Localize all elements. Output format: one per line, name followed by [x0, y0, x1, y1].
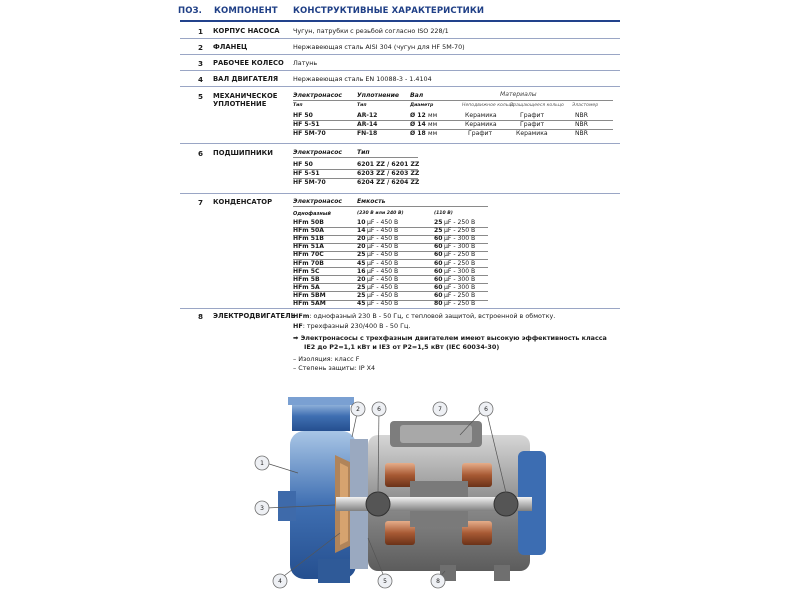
bearing-type: 6201 ZZ / 6201 ZZ — [357, 161, 420, 168]
cap-volt-110: μF - 250 В — [444, 227, 476, 235]
seal-h-shaft: Вал — [410, 92, 424, 99]
component-name: ЭЛЕКТРОДВИГАТЕЛЬ — [213, 312, 296, 320]
cap-value-110: 60 — [434, 267, 443, 275]
seal-diam: Ø 18 — [410, 130, 426, 137]
cap-value-110: 60 — [434, 235, 443, 243]
cap-volt-230: μF - 450 В — [367, 291, 399, 299]
seal-h-seal: Уплотнение — [357, 92, 400, 99]
seal-h-fixed: Неподвижное кольцо — [462, 103, 515, 108]
bearings-h-type: Тип — [357, 149, 370, 156]
motor-note-line1 — [293, 334, 607, 342]
cap-value-110: 25 — [434, 227, 443, 235]
col-header-characteristics: КОНСТРУКТИВНЫЕ ХАРАКТЕРИСТИКИ — [293, 6, 485, 16]
motor-protection: – Степень защиты: IP X4 — [293, 364, 376, 372]
bearing-type: 6203 ZZ / 6203 ZZ — [357, 170, 420, 177]
svg-text:6: 6 — [484, 406, 488, 413]
callout-2 — [351, 402, 365, 416]
cap-pump: HFm 51B — [293, 235, 324, 243]
cap-pump: HFm 5B — [293, 275, 320, 283]
seal-fixed: Керамика — [465, 112, 497, 119]
component-name: МЕХАНИЧЕСКОЕ — [213, 92, 278, 100]
cap-value-230: 10 — [357, 219, 366, 226]
cap-pump: HFm 5C — [293, 267, 320, 275]
header-divider — [180, 20, 620, 22]
motor-hfm-line — [293, 312, 555, 320]
bearing-pump: HF 5M-70 — [293, 179, 326, 186]
cap-volt-230: μF - 450 В — [367, 275, 399, 283]
cap-pump: HFm 5AM — [293, 300, 326, 307]
seal-rot: Графит — [520, 112, 545, 119]
motor-hf-text: : трехфазный 230/400 В - 50 Гц. — [302, 322, 411, 330]
component-name-line2: УПЛОТНЕНИЕ — [213, 100, 267, 108]
cap-value-230: 25 — [357, 291, 366, 299]
svg-text:1: 1 — [260, 460, 264, 467]
cap-pump: HFm 70C — [293, 251, 324, 259]
cap-volt-110: μF - 250 В — [444, 251, 476, 259]
seal-h-diam: Диаметр — [410, 103, 434, 108]
cap-pump: HFm 51A — [293, 243, 324, 251]
callout-5 — [378, 574, 392, 588]
cap-volt-230: μF - 450 В — [367, 227, 399, 235]
row-num: 7 — [197, 198, 203, 207]
cap-value-110: 25 — [434, 219, 443, 226]
seal-fixed: Графит — [468, 130, 493, 137]
cap-volt-110: μF - 300 В — [444, 267, 476, 275]
row-divider — [180, 86, 620, 87]
row-num: 6 — [197, 149, 203, 158]
pump-cutaway-diagram — [240, 393, 570, 598]
cap-value-110: 60 — [434, 251, 443, 259]
cap-h-single: Однофазный — [293, 211, 331, 217]
cap-volt-230: μF - 450 В — [367, 251, 399, 259]
seal-type: AR-14 — [357, 121, 378, 128]
cap-volt-230: μF - 450 В — [367, 219, 399, 226]
component-name: РАБОЧЕЕ КОЛЕСО — [213, 59, 284, 67]
row-divider — [180, 308, 620, 309]
svg-text:7: 7 — [438, 406, 442, 413]
motor-note-text: Электронасосы с трехфазным двигателем имеют высокую эффективность класса — [300, 334, 607, 342]
cap-value-110: 60 — [434, 275, 443, 283]
component-name: ВАЛ ДВИГАТЕЛЯ — [213, 75, 279, 83]
svg-text:4: 4 — [278, 578, 282, 585]
svg-text:5: 5 — [383, 578, 387, 585]
bearing-pump: HF 5-51 — [293, 170, 320, 177]
seal-diam: Ø 12 — [410, 112, 426, 119]
cap-value-230: 20 — [357, 235, 366, 243]
motor-hfm-label: HFm — [293, 312, 310, 320]
component-name: ПОДШИПНИКИ — [213, 149, 273, 157]
cap-pump: HFm 5BM — [293, 291, 326, 299]
cap-value-110: 60 — [434, 243, 443, 251]
seal-h-rot: Вращающееся кольцо — [510, 103, 564, 108]
seal-h-underline — [293, 100, 613, 101]
cap-value-230: 20 — [357, 275, 366, 283]
seal-line-divider — [293, 120, 613, 121]
bearing-pump: HF 50 — [293, 161, 313, 168]
row-num: 8 — [197, 312, 203, 321]
seal-pump: HF 50 — [293, 112, 313, 119]
cap-volt-110: μF - 250 В — [444, 219, 476, 226]
seal-rot: Керамика — [516, 130, 548, 137]
callout-8 — [431, 574, 445, 588]
cap-volt-110: μF - 250 В — [444, 300, 476, 307]
cap-volt-110: μF - 300 В — [444, 235, 476, 243]
seal-h-type2: Тип — [357, 103, 367, 108]
motor-insulation: – Изоляция: класс F — [293, 355, 360, 363]
row-divider — [180, 38, 620, 39]
svg-text:8: 8 — [436, 578, 440, 585]
cap-h-underline — [293, 206, 488, 207]
row-divider — [180, 143, 620, 144]
callout-7 — [433, 402, 447, 416]
cap-volt-230: μF - 450 В — [367, 235, 399, 243]
cap-value-230: 16 — [357, 267, 366, 275]
seal-unit: мм — [428, 112, 438, 119]
svg-text:2: 2 — [356, 406, 360, 413]
cap-volt-110: μF - 300 В — [444, 243, 476, 251]
col-header-pos: ПОЗ. — [178, 6, 203, 16]
callout-6-left — [372, 402, 386, 416]
cap-pump: HFm 50A — [293, 227, 324, 235]
row-divider — [180, 54, 620, 55]
seal-pump: HF 5-51 — [293, 121, 320, 128]
cap-value-110: 60 — [434, 291, 443, 299]
seal-el: NBR — [575, 130, 588, 137]
seal-type: FN-18 — [357, 130, 378, 137]
row-divider — [180, 70, 620, 71]
seal-diam: Ø 14 — [410, 121, 426, 128]
component-desc: Чугун, патрубки с резьбой согласно ISO 228/1 — [293, 27, 449, 35]
seal-unit: мм — [428, 130, 438, 137]
cap-value-230: 45 — [357, 259, 366, 267]
cap-value-230: 25 — [357, 283, 366, 291]
callout-4 — [273, 574, 287, 588]
cap-volt-230: μF - 450 В — [367, 300, 399, 307]
callout-6-right — [479, 402, 493, 416]
cap-value-230: 25 — [357, 251, 366, 259]
callout-1 — [255, 456, 269, 470]
component-desc: Нержавеющая сталь EN 10088-3 - 1.4104 — [293, 75, 432, 83]
cap-volt-110: μF - 250 В — [444, 259, 476, 267]
seal-rot: Графит — [520, 121, 545, 128]
bearings-h-pump: Электронасос — [293, 149, 343, 156]
seal-line-divider — [293, 129, 613, 130]
seal-h-materials: Материалы — [500, 91, 537, 98]
seal-h-pump: Электронасос — [293, 92, 343, 99]
bearings-h-underline — [293, 157, 418, 158]
svg-text:6: 6 — [377, 406, 381, 413]
col-header-component: КОМПОНЕНТ — [214, 6, 278, 16]
cap-value-110: 60 — [434, 283, 443, 291]
component-desc: Латунь — [293, 59, 318, 67]
cap-volt-230: μF - 450 В — [367, 243, 399, 251]
motor-hf-line — [293, 322, 410, 330]
cap-h-230: (230 В или 240 В) — [357, 211, 404, 216]
cap-volt-230: μF - 450 В — [367, 267, 399, 275]
cap-volt-230: μF - 450 В — [367, 259, 399, 267]
seal-el: NBR — [575, 112, 588, 119]
component-name: ФЛАНЕЦ — [213, 43, 248, 51]
seal-h-elast: Эластомер — [572, 103, 599, 108]
component-name: КОНДЕНСАТОР — [213, 198, 273, 206]
seal-pump: HF 5M-70 — [293, 130, 326, 137]
row-num: 3 — [197, 59, 203, 68]
row-num: 2 — [197, 43, 203, 52]
cap-volt-110: μF - 300 В — [444, 283, 476, 291]
row-num: 1 — [197, 27, 203, 36]
seal-fixed: Керамика — [465, 121, 497, 128]
svg-text:3: 3 — [260, 505, 264, 512]
cap-h-pump: Электронасос — [293, 198, 343, 205]
motor-note-line2: IE2 до P2=1,1 кВт и IE3 от P2=1,5 кВт (IEC 60034-30) — [304, 343, 500, 351]
seal-unit: мм — [428, 121, 438, 128]
seal-type: AR-12 — [357, 112, 378, 119]
row-num: 4 — [197, 75, 203, 84]
cap-volt-110: μF - 250 В — [444, 291, 476, 299]
cap-volt-110: μF - 300 В — [444, 275, 476, 283]
motor-hfm-text: : однофазный 230 В - 50 Гц, с тепловой защитой, встроенной в обмотку. — [309, 312, 556, 320]
bearing-type: 6204 ZZ / 6204 ZZ — [357, 179, 420, 186]
cap-volt-230: μF - 450 В — [367, 283, 399, 291]
cap-pump: HFm 70B — [293, 259, 324, 267]
component-name: КОРПУС НАСОСА — [213, 27, 280, 35]
cap-value-230: 14 — [357, 227, 366, 235]
cap-value-110: 60 — [434, 259, 443, 267]
row-divider — [180, 193, 620, 194]
seal-el: NBR — [575, 121, 588, 128]
callout-3 — [255, 501, 269, 515]
cap-h-cap: Емкость — [357, 198, 386, 205]
cap-h-110: (110 В) — [434, 211, 453, 216]
cap-value-230: 45 — [357, 300, 366, 307]
cap-pump: HFm 5A — [293, 283, 320, 291]
seal-h-type1: Тип — [293, 103, 303, 108]
cap-value-230: 20 — [357, 243, 366, 251]
row-num: 5 — [197, 92, 203, 101]
arrow-right-icon: ➡ — [293, 334, 299, 342]
component-desc: Нержавеющая сталь AISI 304 (чугун для HF 5M-70) — [293, 43, 465, 51]
cap-value-110: 80 — [434, 300, 443, 307]
cap-pump: HFm 50B — [293, 219, 324, 226]
motor-hf-label: HF — [293, 322, 303, 330]
